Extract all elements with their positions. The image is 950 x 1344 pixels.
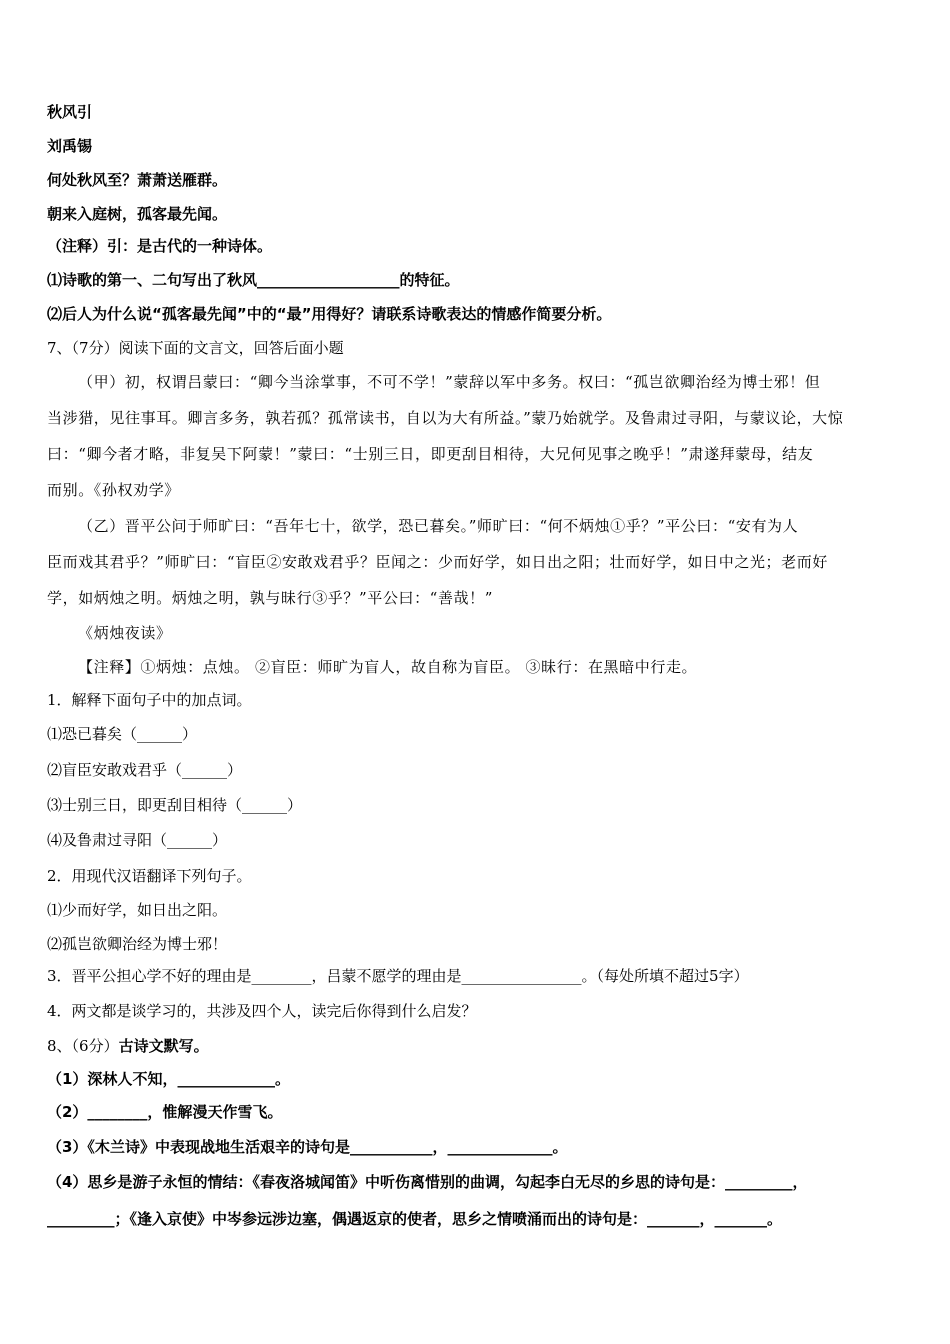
sub-question-2-item: ⑵孤岂欲卿治经为博士邪！ bbox=[47, 935, 228, 953]
jia-paragraph-line: （甲）初，权谓吕蒙曰：“卿今当涂掌事，不可不学！”蒙辞以军中多务。权曰：“孤岂欲卿治经为博士邪！但 bbox=[78, 373, 821, 391]
sub-question-1-item: ⑵盲臣安敢戏君乎（______） bbox=[47, 761, 243, 779]
yi-paragraph-line: （乙）晋平公问于师旷曰：“吾年七十，欲学，恐已暮矣。”师旷曰：“何不炳烛①乎？”平公曰：“安有为人 bbox=[78, 517, 799, 535]
q8-item: （1）深林人不知，_____________。 bbox=[47, 1070, 290, 1088]
poem-question-1: ⑴诗歌的第一、二句写出了秋风___________________的特征。 bbox=[47, 271, 460, 289]
poem-line-2: 朝来入庭树，孤客最先闻。 bbox=[47, 205, 228, 223]
q8-header bbox=[47, 1036, 209, 1056]
q7-header: 7、（7分）阅读下面的文言文，回答后面小题 bbox=[47, 339, 344, 357]
yi-paragraph-line: 臣而戏其君乎？”师旷曰：“盲臣②安敢戏君乎？臣闻之：少而好学，如日出之阳；壮而好学，如日中之光；老而好 bbox=[47, 553, 828, 571]
sub-question-1-item: ⑷及鲁肃过寻阳（______） bbox=[47, 831, 228, 849]
poem-author: 刘禹锡 bbox=[47, 137, 93, 155]
q8-item: _________；《逢入京使》中岑参远涉边塞，偶遇返京的使者，思乡之情喷涌而出的诗句是：_______，_______。 bbox=[47, 1210, 783, 1228]
sub-question-2-item: ⑴少而好学，如日出之阳。 bbox=[47, 901, 228, 919]
sub-question-3: 3．晋平公担心学不好的理由是________，吕蒙不愿学的理由是________________。（每处所填不超过5字） bbox=[47, 967, 749, 985]
sub-question-4: 4．两文都是谈学习的，共涉及四个人，读完后你得到什么启发？ bbox=[47, 1002, 477, 1020]
q8-number: 8、（6分） bbox=[47, 1037, 119, 1055]
jia-paragraph-line: 当涉猎，见往事耳。卿言多务，孰若孤？孤常读书，自以为大有所益。”蒙乃始就学。及鲁肃过寻阳，与蒙议论，大惊 bbox=[47, 409, 844, 427]
poem-title: 秋风引 bbox=[47, 103, 93, 121]
poem-question-2: ⑵后人为什么说“孤客最先闻”中的“最”用得好？请联系诗歌表达的情感作简要分析。 bbox=[47, 305, 612, 323]
yi-paragraph-line: 学，如炳烛之明。炳烛之明，孰与昧行③乎？”平公曰：“善哉！” bbox=[47, 589, 494, 607]
jia-paragraph-line: 曰：“卿今者才略，非复吴下阿蒙！”蒙曰：“士别三日，即更刮目相待，大兄何见事之晚乎！”肃遂拜蒙母，结友 bbox=[47, 445, 814, 463]
sub-question-2-title: 2．用现代汉语翻译下列句子。 bbox=[47, 867, 252, 885]
q8-title: 古诗文默写。 bbox=[118, 1037, 209, 1055]
annotation-notes: 【注释】①炳烛：点烛。 ②盲臣：师旷为盲人，故自称为盲臣。 ③昧行：在黑暗中行走。 bbox=[78, 658, 698, 676]
q8-item: （4）思乡是游子永恒的情结：《春夜洛城闻笛》中听伤离惜别的曲调，勾起李白无尽的乡思的诗句是：_________， bbox=[47, 1173, 808, 1191]
poem-note: （注释）引：是古代的一种诗体。 bbox=[47, 237, 273, 255]
jia-paragraph-line: 而别。《孙权劝学》 bbox=[47, 481, 180, 499]
q8-item: （3）《木兰诗》中表现战地生活艰辛的诗句是___________，______________。 bbox=[47, 1138, 568, 1156]
yi-source: 《炳烛夜读》 bbox=[78, 624, 172, 642]
sub-question-1-item: ⑶士别三日，即更刮目相待（______） bbox=[47, 796, 303, 814]
sub-question-1-item: ⑴恐已暮矣（______） bbox=[47, 725, 198, 743]
sub-question-1-title: 1．解释下面句子中的加点词。 bbox=[47, 691, 252, 709]
q8-item: （2）________，惟解漫天作雪飞。 bbox=[47, 1103, 283, 1121]
poem-line-1: 何处秋风至？萧萧送雁群。 bbox=[47, 171, 228, 189]
